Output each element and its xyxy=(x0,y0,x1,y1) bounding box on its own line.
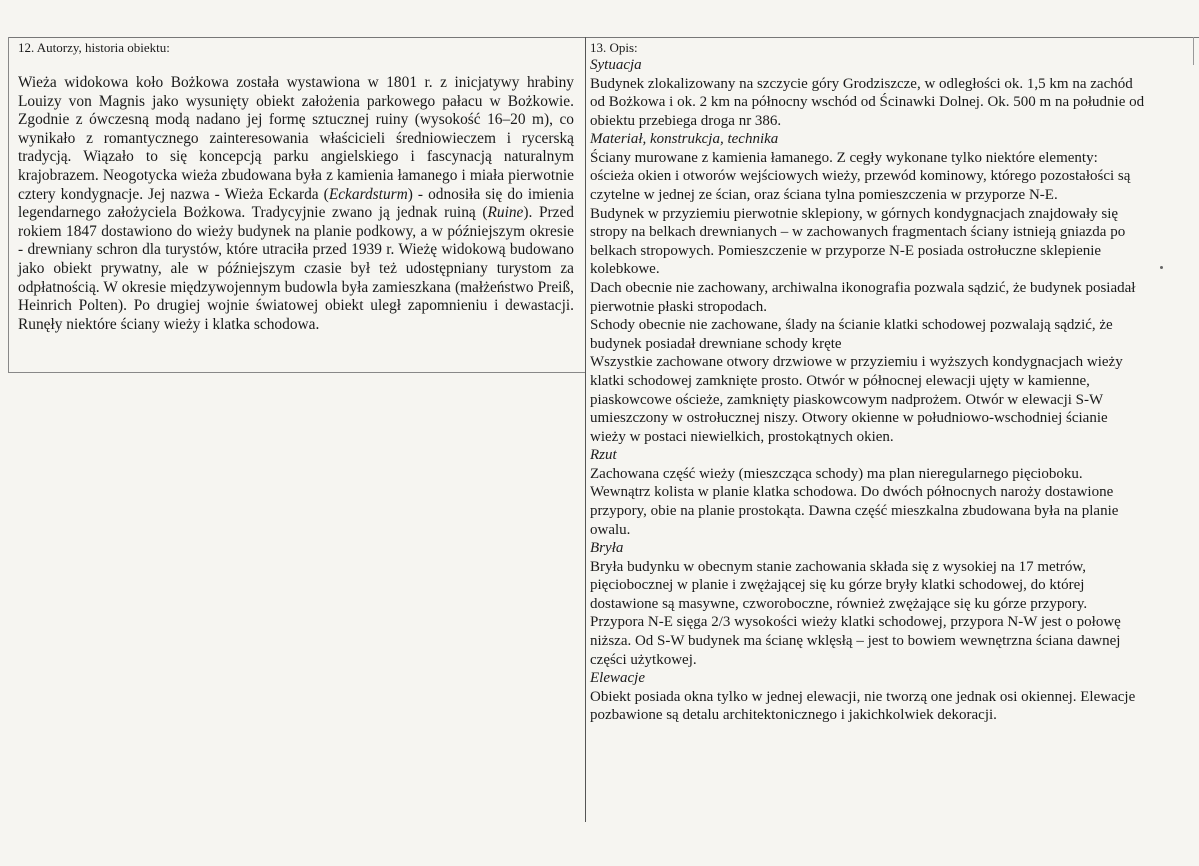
section-paragraph: Bryła budynku w obecnym stanie zachowania składa się z wysokiej na 17 metrów, pięciobocznej w planie i zwężającej się ku górze bryły klatki schodowej, do której dostawione są masywne, czworoboczne, również zwężające się ku górze przypory. Przypora N-E sięga 2/3 wysokości wieży klatki schodowej, przypora N-W jest o połowę niższa. Od S-W budynek ma ścianę wklęsłą – jest to bowiem wewnętrzna ściana dawnej części użytkowej. xyxy=(590,558,1121,668)
table-top-border xyxy=(8,37,1199,38)
section-title: Elewacje xyxy=(590,670,645,687)
section-paragraph: Ściany murowane z kamienia łamanego. Z cegły wykonane tylko niektóre elementy: ościeża okien i otworów wejściowych wieży, przewód kominowy, którego pozostałości są czytelne w jednej ze ścian, oraz ściana tylna pomieszczenia w przyporze N-E. xyxy=(590,149,1131,203)
section-paragraph: Zachowana część wieży (mieszcząca schody) ma plan nieregularnego pięcioboku. Wewnątrz kolista w planie klatka schodowa. Do dwóch północnych naroży dostawione przypory, obie na planie prostokąta. Dawna część mieszkalna zbudowana była na planie owalu. xyxy=(590,465,1119,538)
description-sections xyxy=(590,56,1145,725)
column-divider xyxy=(585,37,586,822)
section-paragraph: Schody obecnie nie zachowane, ślady na ścianie klatki schodowej pozwalają sądzić, że budynek posiadał drewniane schody kręte xyxy=(590,317,1113,352)
history-text-part1: Wieża widokowa koło Bożkowa została wystawiona w 1801 r. z inicjatywy hrabiny Louizy von Magnis jako wysunięty obiekt założenia parkowego pałacu w Bożkowie. Zgodnie z ówczesną modą nadano jej formę sztucznej ruiny (wysokość 16–20 m), co wynikało z romantycznego zainteresowania właścicieli średniowieczem i rycerską tradycją. Wiązało to się koncepcją parku angielskiego i fascynacją naturalnym krajobrazem. Neogotycka wieża zbudowana była z kamienia łamanego i miała pierwotnie cztery kondygnacje. Jej nazwa - Wieża Eckarda ( xyxy=(18,74,574,203)
section-paragraph: Budynek zlokalizowany na szczycie góry Grodziszcze, w odległości ok. 1,5 km na zachód od Bożkowa i ok. 2 km na północny wschód od Ścinawki Dolnej. Ok. 500 m na południe od obiektu przebiega droga nr 386. xyxy=(590,75,1145,129)
section-paragraph: Budynek w przyziemiu pierwotnie sklepiony, w górnych kondygnacjach znajdowały się stropy na belkach drewnianych – w zachowanych fragmentach ściany istnieją gniazda po belkach stropowych. Pomieszczenie w przyporze N-E posiada ostrołuczne sklepienie kolebkowe. xyxy=(590,205,1126,278)
history-italic-ruine: Ruine xyxy=(487,204,524,222)
section-title: Materiał, konstrukcja, technika xyxy=(590,131,779,148)
section-paragraph: Wszystkie zachowane otwory drzwiowe w przyziemiu i wyższych kondygnacjach wieży klatki schodowej zamknięte prosto. Otwór w północnej elewacji ujęty w kamienne, piaskowcowe ościeże, zamknięty piaskowcowym nadprożem. Otwór w elewacji S-W umieszczony w ostrołucznej niszy. Otwory okienne w południowo-wschodniej ścianie wieży w postaci niewielkich, prostokątnych okien. xyxy=(590,354,1123,445)
table-right-border xyxy=(1193,37,1194,65)
section-title: Bryła xyxy=(590,540,624,557)
scan-speck xyxy=(1160,266,1163,269)
history-column xyxy=(18,40,574,334)
section-paragraph: Obiekt posiada okna tylko w jednej elewacji, nie tworzą one jednak osi okiennej. Elewacje pozbawione są detalu architektonicznego i jakichkolwiek dekoracji. xyxy=(590,688,1136,724)
table-left-border xyxy=(8,37,9,372)
history-italic-eckardsturm: Eckardsturm xyxy=(328,185,408,203)
left-cell-bottom-border xyxy=(8,372,585,373)
history-text xyxy=(18,74,574,334)
description-column xyxy=(590,40,1145,725)
history-heading: 12. Autorzy, historia obiektu: xyxy=(18,40,170,55)
section-paragraph: Dach obecnie nie zachowany, archiwalna ikonografia pozwala sądzić, że budynek posiadał pierwotnie płaski stropodach. xyxy=(590,279,1136,315)
history-text-part2: ) - odnosiła się do imienia legendarnego założyciela Bożkowa. Tradycyjnie zwano ją jednak ruiną ( xyxy=(18,185,574,222)
section-title: Sytuacja xyxy=(590,57,642,73)
description-heading: 13. Opis: xyxy=(590,40,638,55)
history-text-part3: ). Przed rokiem 1847 dostawiono do wieży budynek na planie podkowy, a w późniejszym okresie - drewniany schron dla turystów, które utraciła przed 1939 r. Wieżę widokową budowano jako obiekt prywatny, ale w późniejszym czasie był też udostępniany turystom za odpłatnością. W okresie międzywojennym budowla była zamieszkana (małżeństwo Preiß, Heinrich Polten). Po drugiej wojnie światowej obiekt uległ zapomnieniu i dewastacji. Runęły niektóre ściany wieży i klatka schodowa. xyxy=(18,204,574,333)
section-title: Rzut xyxy=(590,447,617,464)
